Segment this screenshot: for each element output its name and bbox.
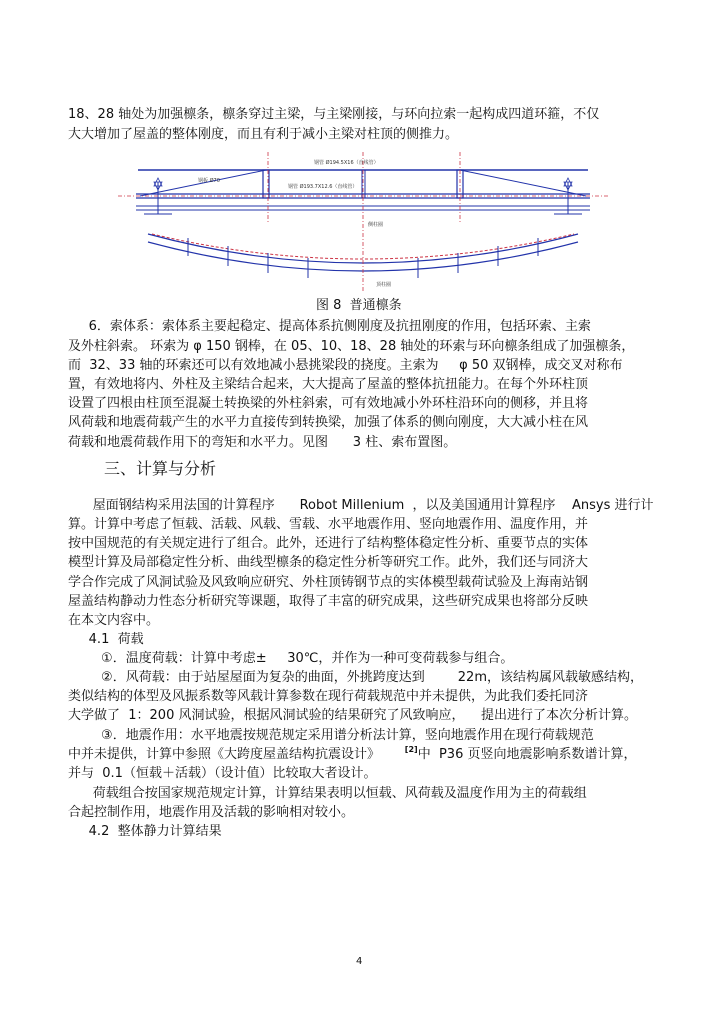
body-line: 荷载和地震荷载作用下的弯矩和水平力。见图 3 柱、索布置图。 bbox=[68, 435, 457, 450]
section-title: 三、计算与分析 bbox=[104, 459, 217, 478]
ref-before: 中并未提供，计算中参照《大跨度屋盖结构抗震设计》 bbox=[68, 747, 405, 762]
body-line: 大学做了 1：200 风洞试验，根据风洞试验的结果研究了风致响应， 提出进行了本次分析计算。 bbox=[68, 708, 638, 723]
body-line: 屋面钢结构采用法国的计算程序 Robot Millenium ，以及美国通用计算程序 Ansys 进行计 bbox=[68, 498, 654, 513]
subsection-title: 4.2 整体静力计算结果 bbox=[68, 824, 222, 839]
subsection-title: 4.1 荷载 bbox=[68, 632, 144, 647]
label-bottom: 顶柱圈 bbox=[376, 282, 392, 288]
body-line: ②．风荷载：由于站屋屋面为复杂的曲面，外挑跨度达到 22m，该结构属风载敏感结构， bbox=[68, 670, 643, 685]
truss-diagram-figure bbox=[118, 152, 608, 292]
body-line: 6．索体系：索体系主要起稳定、提高体系抗侧刚度及抗扭刚度的作用，包括环索、主索 bbox=[68, 319, 591, 334]
body-line: 风荷载和地震荷载产生的水平力直接传到转换梁，加强了体系的侧向刚度，大大减小柱在风 bbox=[68, 415, 589, 430]
body-line: 并与 0.1（恒载＋活载）（设计值）比较取大者设计。 bbox=[68, 766, 377, 781]
body-line: ③．地震作用：水平地震按规范规定采用谱分析法计算，竖向地震作用在现行荷载规范 bbox=[68, 728, 594, 743]
label-left-diag: 钢板 Ø70 bbox=[198, 178, 220, 184]
label-top-beam: 钢管 Ø194.5X16（直线管） bbox=[314, 160, 379, 166]
body-line: 合起控制作用，地震作用及活载的影响相对较小。 bbox=[68, 805, 355, 820]
body-line: 算。计算中考虑了恒载、活载、风载、雪载、水平地震作用、竖向地震作用、温度作用，并 bbox=[68, 517, 589, 532]
label-mid-beam: 钢管 Ø193.7X12.6（直线管） bbox=[288, 184, 358, 190]
ref-after: 中 P36 页竖向地震影响系数谱计算， bbox=[417, 747, 637, 762]
body-line: 学合作完成了风洞试验及风致响应研究、外柱顶铸钢节点的实体模型载荷试验及上海南站钢 bbox=[68, 575, 589, 590]
body-line: 置，有效地将内、外柱及主梁结合起来，大大提高了屋盖的整体抗扭能力。在每个外环柱顶 bbox=[68, 377, 589, 392]
body-line: ①．温度荷载：计算中考虑± 30℃，并作为一种可变荷载参与组合。 bbox=[68, 651, 514, 666]
body-line: 设置了四根由柱顶至混凝土转换梁的外柱斜索，可有效地减小外环柱沿环向的侧移，并且将 bbox=[68, 396, 589, 411]
body-line: 按中国规范的有关规定进行了组合。此外，还进行了结构整体稳定性分析、重要节点的实体 bbox=[68, 536, 589, 551]
body-line-with-reference bbox=[68, 746, 636, 764]
label-center: 侧柱圈 bbox=[368, 222, 384, 228]
body-line: 而 32、33 轴的环索还可以有效地减小悬挑梁段的挠度。主索为 φ 50 双钢棒，成交叉对称布 bbox=[68, 358, 623, 373]
body-line: 荷载组合按国家规范规定计算，计算结果表明以恒载、风荷载及温度作用为主的荷载组 bbox=[68, 786, 587, 801]
body-line: 屋盖结构静动力性态分析研究等课题，取得了丰富的研究成果，这些研究成果也将部分反映 bbox=[68, 594, 589, 609]
body-line: 模型计算及局部稳定性分析、曲线型檩条的稳定性分析等研究工作。此外，我们还与同济大 bbox=[68, 555, 589, 570]
body-line: 18、28 轴处为加强檩条，檩条穿过主梁，与主梁刚接，与环向拉索一起构成四道环箍，不仅 bbox=[68, 107, 600, 122]
figure-caption: 图 8 普通檩条 bbox=[316, 298, 402, 313]
body-line: 及外柱斜索。 环索为 φ 150 钢棒，在 05、10、18、28 轴处的环索与环向檩条组成了加强檩条， bbox=[68, 339, 635, 354]
body-line: 大大增加了屋盖的整体刚度，而且有利于减小主梁对柱顶的侧推力。 bbox=[68, 127, 459, 142]
body-line: 类似结构的体型及风振系数等风载计算参数在现行荷载规范中并未提供，为此我们委托同济 bbox=[68, 689, 589, 704]
page-number: 4 bbox=[356, 956, 363, 967]
citation-superscript: [2] bbox=[404, 745, 418, 754]
body-line: 在本文内容中。 bbox=[68, 613, 160, 628]
